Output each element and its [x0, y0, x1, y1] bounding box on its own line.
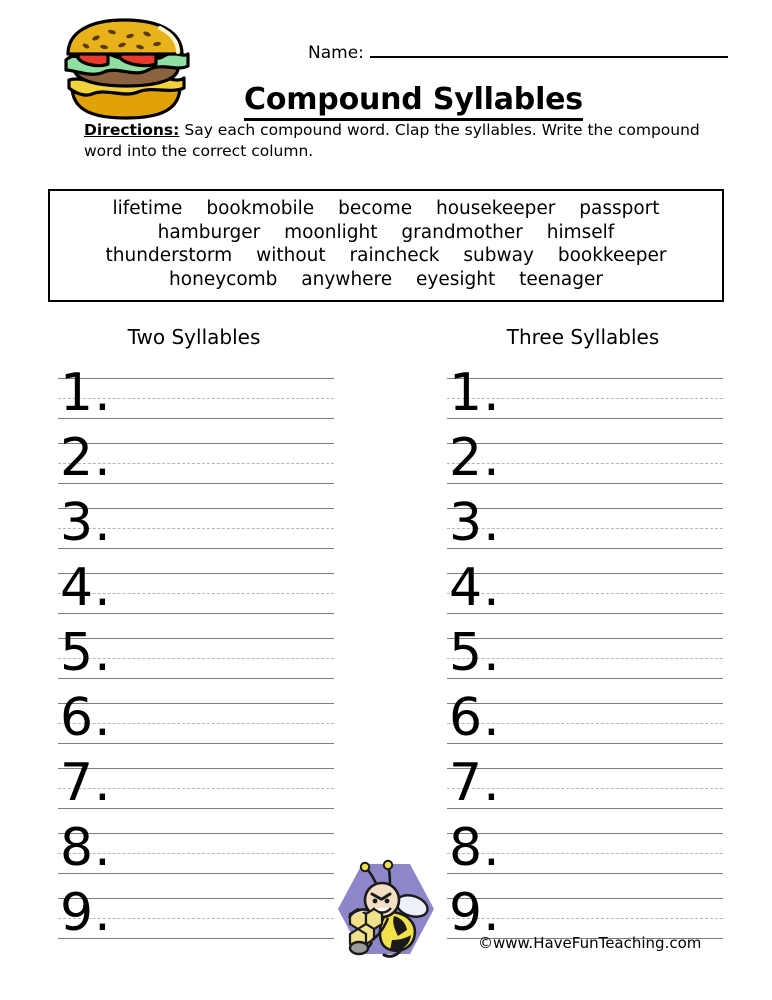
answer-line-row[interactable] — [58, 753, 334, 826]
word-bank-word: moonlight — [284, 221, 378, 243]
row-number: 1. — [449, 363, 501, 423]
answer-line-row[interactable] — [58, 428, 334, 501]
word-bank-word: teenager — [519, 269, 603, 291]
word-bank-word: bookmobile — [206, 198, 315, 219]
directions-label: Directions: — [84, 121, 180, 139]
row-number: 6. — [60, 688, 112, 748]
word-bank-word: grandmother — [401, 221, 523, 243]
row-number: 2. — [449, 428, 501, 488]
word-bank-word: raincheck — [349, 245, 440, 267]
answer-line-row[interactable] — [447, 363, 723, 436]
answer-line-row[interactable] — [58, 688, 334, 761]
answer-line-row[interactable] — [447, 428, 723, 501]
word-bank-row — [60, 221, 712, 245]
word-bank-word: without — [256, 245, 326, 267]
footer-credit: ©www.HaveFunTeaching.com — [478, 934, 702, 952]
row-number: 2. — [60, 428, 112, 488]
word-bank-row — [60, 268, 712, 292]
word-bank-row — [60, 197, 712, 221]
answer-column-two-syllables — [58, 363, 334, 956]
name-input-line[interactable] — [370, 43, 728, 58]
answer-line-row[interactable] — [58, 623, 334, 696]
name-field-row — [308, 43, 728, 63]
row-number: 8. — [449, 818, 501, 878]
word-bank-word: hamburger — [157, 221, 261, 243]
answer-line-row[interactable] — [447, 623, 723, 696]
word-bank-word: subway — [463, 245, 534, 267]
word-bank-word: bookkeeper — [557, 245, 667, 267]
word-bank-word: honeycomb — [169, 269, 278, 291]
column-heading-three-syllables: Three Syllables — [506, 325, 660, 349]
row-number: 1. — [60, 363, 112, 423]
row-number: 7. — [449, 753, 501, 813]
bee-icon — [332, 856, 440, 962]
word-bank-word: eyesight — [416, 269, 496, 291]
row-number: 3. — [60, 493, 112, 553]
word-bank-word: anywhere — [301, 269, 393, 291]
answer-line-row[interactable] — [447, 493, 723, 566]
directions-text: Say each compound word. Clap the syllables. Write the compound word into the correct column. — [84, 121, 700, 160]
word-bank-word: housekeeper — [436, 198, 556, 219]
row-number: 9. — [60, 883, 112, 943]
answer-line-row[interactable] — [58, 818, 334, 891]
answer-line-row[interactable] — [58, 493, 334, 566]
answer-column-three-syllables — [447, 363, 723, 956]
row-number: 4. — [60, 558, 112, 618]
word-bank-word: himself — [546, 221, 615, 243]
word-bank-word: thunderstorm — [105, 245, 233, 267]
word-bank-row — [60, 244, 712, 268]
directions — [84, 120, 704, 162]
page-title — [0, 82, 772, 117]
answer-line-row[interactable] — [58, 558, 334, 631]
row-number: 4. — [449, 558, 501, 618]
answer-line-row[interactable] — [58, 363, 334, 436]
row-number: 9. — [449, 883, 501, 943]
answer-line-row[interactable] — [447, 558, 723, 631]
row-number: 6. — [449, 688, 501, 748]
word-bank-word: lifetime — [112, 198, 183, 219]
row-number: 5. — [449, 623, 501, 683]
word-bank — [48, 189, 724, 302]
row-number: 8. — [60, 818, 112, 878]
answer-line-row[interactable] — [447, 753, 723, 826]
column-heading-two-syllables: Two Syllables — [127, 325, 261, 349]
row-number: 3. — [449, 493, 501, 553]
page-title-text: Compound Syllables — [244, 82, 583, 121]
answer-line-row[interactable] — [447, 688, 723, 761]
word-bank-word: become — [338, 198, 413, 219]
word-bank-word: passport — [579, 198, 660, 219]
row-number: 5. — [60, 623, 112, 683]
answer-line-row[interactable] — [58, 883, 334, 956]
answer-line-row[interactable] — [447, 818, 723, 891]
row-number: 7. — [60, 753, 112, 813]
name-label: Name: — [308, 43, 364, 63]
